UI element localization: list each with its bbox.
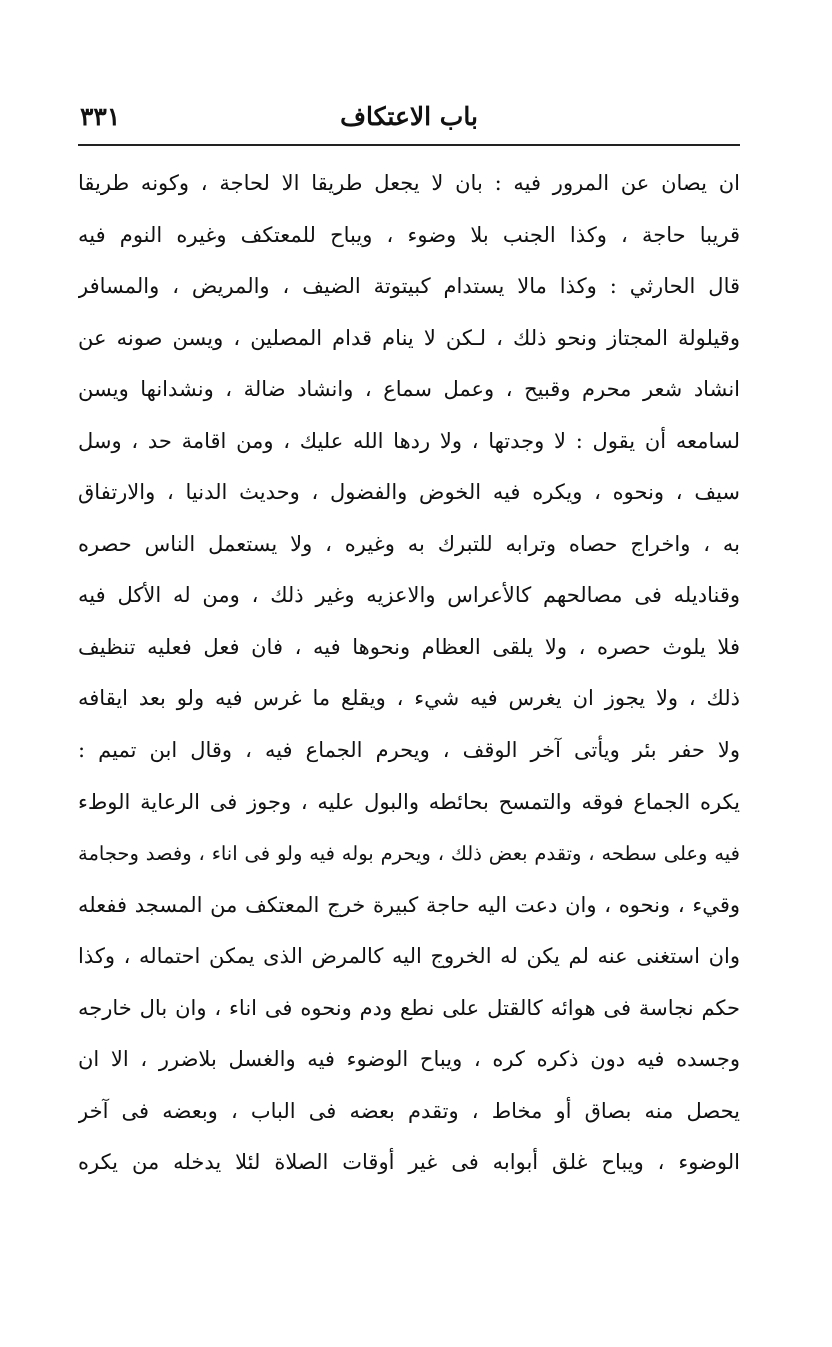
page-title: باب الاعتكاف <box>340 102 478 131</box>
text-line: قريبا حاجة ، وكذا الجنب بلا وضوء ، ويباح للمعتكف وغيره النوم فيه <box>78 222 740 247</box>
text-line: قال الحارثي : وكذا مالا يستدام كبيتوتة الضيف ، والمريض ، والمسافر <box>78 274 740 299</box>
text-line: فلا يلوث حصره ، ولا يلقى العظام ونحوها فيه ، فان فعل فعليه تنظيف <box>78 634 740 659</box>
header-rule <box>78 144 740 146</box>
text-line: سيف ، ونحوه ، ويكره فيه الخوض والفضول ، وحديث الدنيا ، والارتفاق <box>78 480 740 505</box>
text-line: به ، واخراج حصاه وترابه للتبرك به وغيره ، ولا يستعمل الناس حصره <box>78 531 740 556</box>
text-line: وقيء ، ونحوه ، وان دعت اليه حاجة كبيرة خرج المعتكف من المسجد ففعله <box>78 892 740 917</box>
text-line: يكره الجماع فوقه والتمسح بحائطه والبول عليه ، وجوز فى الرعاية الوطء <box>78 789 740 814</box>
text-line: الوضوء ، ويباح غلق أبوابه فى غير أوقات الصلاة لئلا يدخله من يكره <box>78 1150 740 1175</box>
body-text <box>78 158 740 1189</box>
text-line: ان يصان عن المرور فيه : بان لا يجعل طريقا الا لحاجة ، وكونه طريقا <box>78 171 740 195</box>
text-line: ولا حفر بئر ويأتى آخر الوقف ، ويحرم الجماع فيه ، وقال ابن تميم : <box>78 738 740 763</box>
page-header <box>78 98 740 138</box>
text-line: وقناديله فى مصالحهم كالأعراس والاعزيه وغير ذلك ، ومن له الأكل فيه <box>78 583 740 608</box>
text-line: فيه وعلى سطحه ، وتقدم بعض ذلك ، ويحرم بوله فيه ولو فى اناء ، وفصد وحجامة <box>78 842 740 866</box>
text-line: لسامعه أن يقول : لا وجدتها ، ولا ردها الله عليك ، ومن اقامة حد ، وسل <box>78 428 740 453</box>
text-line: وان استغنى عنه لم يكن له الخروج اليه كالمرض الذى يمكن احتماله ، وكذا <box>78 944 740 969</box>
page-number: ٣٣١ <box>80 102 121 131</box>
text-line: ذلك ، ولا يجوز ان يغرس فيه شيء ، ويقلع ما غرس فيه ولو بعد ايقافه <box>78 686 740 711</box>
text-line: وقيلولة المجتاز ونحو ذلك ، لـكن لا ينام قدام المصلين ، ويسن صونه عن <box>78 325 740 350</box>
text-line: يحصل منه بصاق أو مخاط ، وتقدم بعضه فى الباب ، وبعضه فى آخر <box>78 1098 740 1123</box>
text-line: انشاد شعر محرم وقبيح ، وعمل سماع ، وانشاد ضالة ، ونشدانها ويسن <box>78 377 740 402</box>
text-line: حكم نجاسة فى هوائه كالقتل على نطع ودم ونحوه فى اناء ، وان بال خارجه <box>78 995 740 1020</box>
text-line: وجسده فيه دون ذكره كره ، ويباح الوضوء فيه والغسل بلاضرر ، الا ان <box>78 1047 740 1072</box>
